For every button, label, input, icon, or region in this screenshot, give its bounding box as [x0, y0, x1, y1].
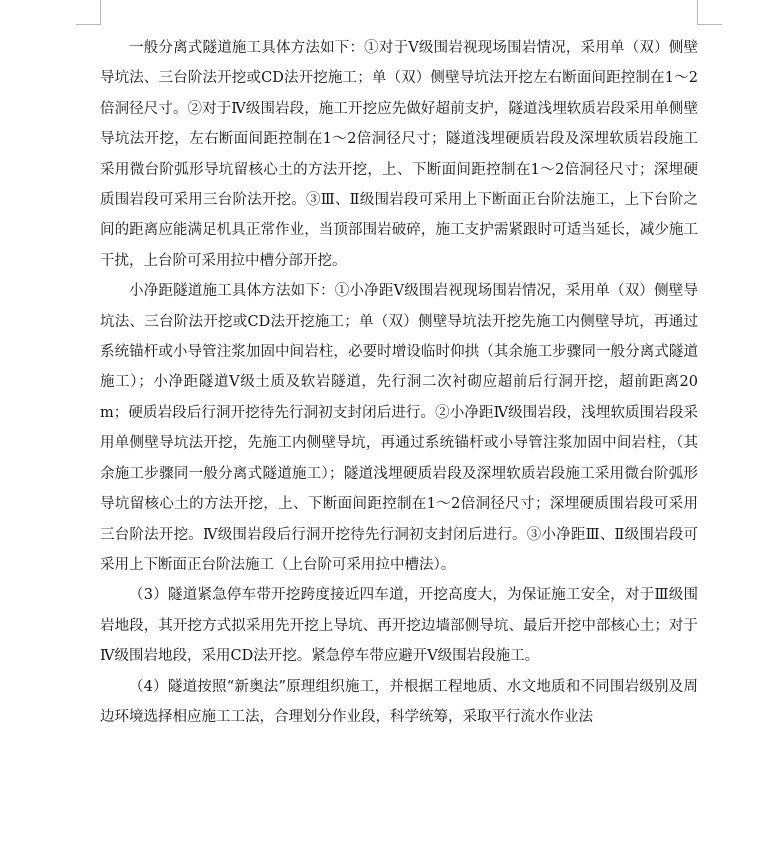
- page-corner-mark-right: [697, 0, 722, 25]
- document-body: [100, 33, 698, 732]
- paragraph-small-spacing-tunnel-method: 小净距隧道施工具体方法如下：①小净距Ⅴ级围岩视现场围岩情况，采用单（双）侧壁导坑法、三台阶法开挖或CD法开挖施工；单（双）侧壁导坑法开挖先施工内侧壁导坑，再通过系统锚杆或小导管注浆加固中间岩柱，必要时增设临时仰拱（其余施工步骤同一般分离式隧道施工）；小净距隧道Ⅴ级土质及软岩隧道，先行洞二次衬砌应超前后行洞开挖，超前距离20m；硬质岩段后行洞开挖待先行洞初支封闭后进行。②小净距Ⅳ级围岩段，浅埋软质围岩段采用单侧壁导坑法开挖，先施工内侧壁导坑，再通过系统锚杆或小导管注浆加固中间岩柱，（其余施工步骤同一般分离式隧道施工）；隧道浅埋硬质岩段及深埋软质岩段施工采用微台阶弧形导坑留核心土的方法开挖，上、下断面间距控制在1～2倍洞径尺寸；深埋硬质围岩段可采用三台阶法开挖。Ⅳ级围岩段后行洞开挖待先行洞初支封闭后进行。③小净距Ⅲ、Ⅱ级围岩段可采用上下断面正台阶法施工（上台阶可采用拉中槽法）。: [100, 283, 698, 573]
- page-corner-mark-left: [76, 0, 101, 25]
- paragraph-natm-principle: （4）隧道按照“新奥法”原理组织施工，并根据工程地质、水文地质和不同围岩级别及周边环境选择相应施工工法，合理划分作业段，科学统筹，采取平行流水作业法: [100, 678, 698, 725]
- paragraph-emergency-parking-bay: （3）隧道紧急停车带开挖跨度接近四车道，开挖高度大，为保证施工安全，对于Ⅲ级围岩地段，其开挖方式拟采用先开挖上导坑、再开挖边墙部侧导坑、最后开挖中部核心土；对于Ⅳ级围岩地段，采用CD法开挖。紧急停车带应避开Ⅴ级围岩段施工。: [100, 587, 698, 665]
- paragraph-separated-tunnel-method: 一般分离式隧道施工具体方法如下：①对于Ⅴ级围岩视现场围岩情况，采用单（双）侧壁导坑法、三台阶法开挖或CD法开挖施工；单（双）侧壁导坑法开挖左右断面间距控制在1～2倍洞径尺寸。②对于Ⅳ级围岩段，施工开挖应先做好超前支护，隧道浅埋软质岩段采用单侧壁导坑法开挖，左右断面间距控制在1～2倍洞径尺寸；隧道浅埋硬质岩段及深埋软质岩段施工采用微台阶弧形导坑留核心土的方法开挖，上、下断面间距控制在1～2倍洞径尺寸；深埋硬质围岩段可采用三台阶法开挖。③Ⅲ、Ⅱ级围岩段可采用上下断面正台阶法施工，上下台阶之间的距离应能满足机具正常作业，当顶部围岩破碎，施工支护需紧跟时可适当延长，减少施工干扰，上台阶可采用拉中槽分部开挖。: [100, 40, 698, 269]
